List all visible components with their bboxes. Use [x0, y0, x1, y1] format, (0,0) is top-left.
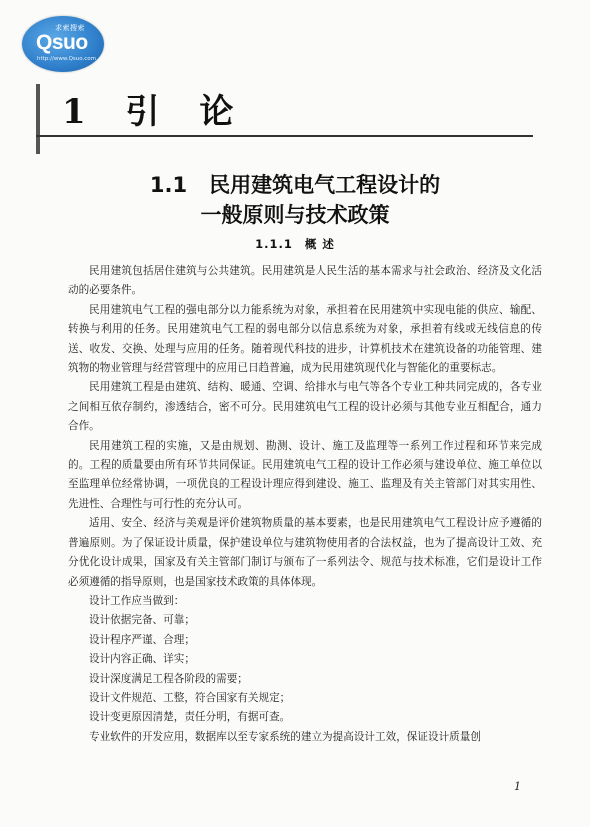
- chapter-vertical-bar: [36, 84, 40, 154]
- paragraph: 民用建筑电气工程的强电部分以力能系统为对象，承担着在民用建筑中实现电能的供应、输配、转换与利用的任务。民用建筑电气工程的弱电部分以信息系统为对象，承担着有线或无线信息的传送、收发、交换、处理与应用的任务。随着现代科技的进步，计算机技术在建筑设备的功能管理、建筑物的物业管理与经营管理中的应用已日趋普遍，成为民用建筑现代化与智能化的重要标志。: [68, 303, 542, 375]
- paragraph: 民用建筑工程是由建筑、结构、暖通、空调、给排水与电气等各个专业工种共同完成的，各专业之间相互依存制约，渗透结合，密不可分。民用建筑电气工程的设计必须与其他专业互相配合，通力合作。: [68, 381, 542, 433]
- paragraph: 专业软件的开发应用，数据库以至专家系统的建立为提高设计工效，保证设计质量创: [89, 730, 481, 743]
- list-item: 设计依据完备、可靠；: [89, 614, 195, 627]
- subsection-title: [0, 236, 590, 252]
- logo-brand: Qsuo: [36, 31, 88, 54]
- body-text: [68, 262, 542, 747]
- logo-cn-text: 求索搜索: [55, 24, 85, 32]
- paragraph: 民用建筑工程的实施，又是由规划、勘测、设计、施工及监理等一系列工作过程和环节来完成的。工程的质量要由所有环节共同保证。民用建筑电气工程的设计工作必须与建设单位、施工单位以至监理单位经常协调，一项优良的工程设计理应得到建设、施工、监理及有关主管部门对其实用性、先进性、合理性与可行性的充分认可。: [68, 439, 542, 510]
- list-item: 设计程序严谨、合理；: [89, 633, 195, 646]
- section-title: [0, 170, 590, 230]
- qsuo-logo: [22, 16, 104, 72]
- section-number: 1.1: [149, 173, 188, 197]
- list-item: 设计文件规范、工整，符合国家有关规定；: [89, 691, 291, 704]
- list-item: 设计变更原因清楚，责任分明，有据可查。: [89, 711, 291, 724]
- chapter-heading: [62, 84, 247, 133]
- paragraph: 民用建筑包括居住建筑与公共建筑。民用建筑是人民生活的基本需求与社会政治、经济及文化活动的必要条件。: [68, 265, 542, 297]
- list-item: 设计深度满足工程各阶段的需要；: [89, 672, 248, 685]
- chapter-number: 1: [62, 92, 100, 132]
- paragraph: 设计工作应当做到：: [89, 594, 185, 607]
- subsection-title-text: 概 述: [304, 237, 335, 251]
- logo-url: http://www.Qsuo.com: [37, 56, 97, 62]
- section-title-line1: 民用建筑电气工程设计的: [209, 173, 441, 197]
- subsection-number: 1.1.1: [255, 237, 293, 251]
- page-number: 1: [514, 780, 521, 793]
- paragraph: 适用、安全、经济与美观是评价建筑物质量的基本要素，也是民用建筑电气工程设计应予遵循的普遍原则。为了保证设计质量，保护建设单位与建筑物使用者的合法权益，也为了提高设计工效、充分优化设计成果，国家及有关主管部门制订与颁布了一系列法令、规范与技术标准，它们是设计工作必须遵循的指导原则，也是国家技术政策的具体体现。: [68, 517, 542, 588]
- list-item: 设计内容正确、详实；: [89, 653, 195, 666]
- chapter-rule: [36, 135, 533, 137]
- chapter-title: 引 论: [125, 92, 248, 132]
- section-title-line2: 一般原则与技术政策: [200, 203, 390, 227]
